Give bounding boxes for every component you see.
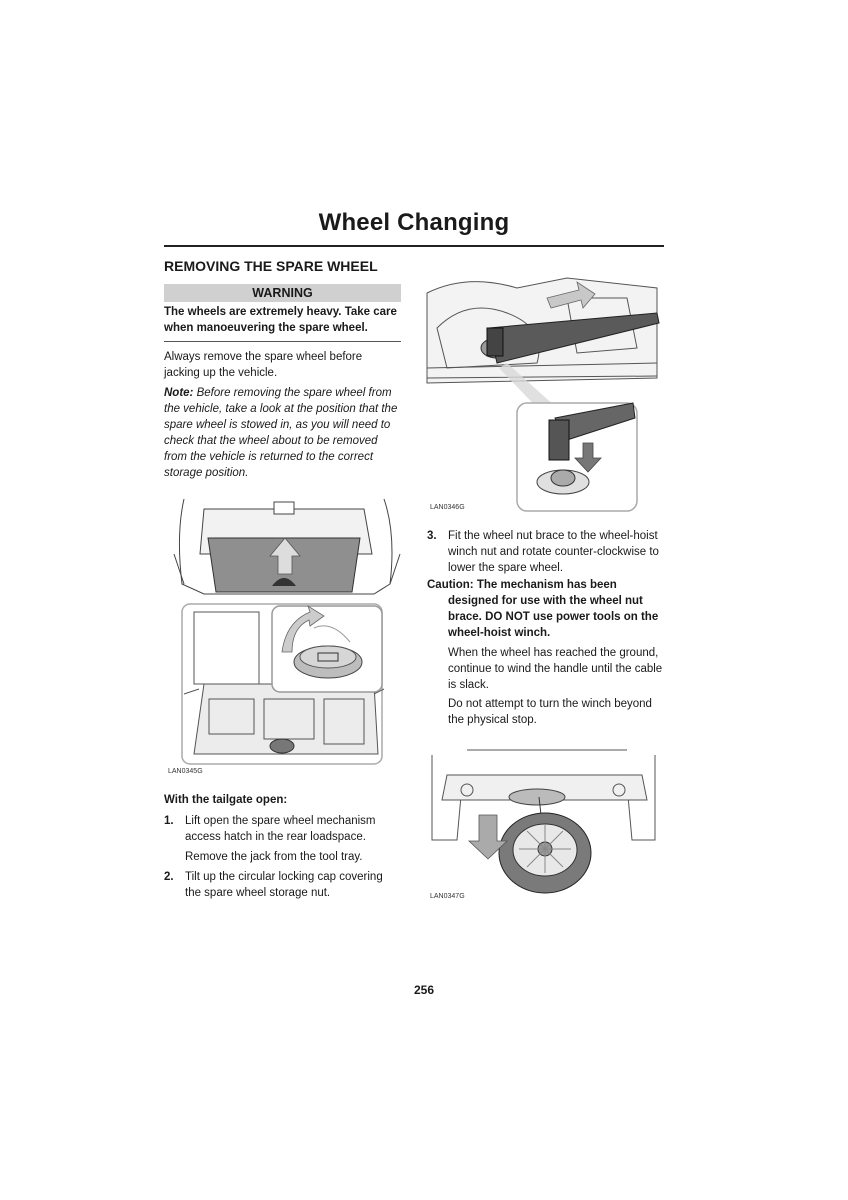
note-paragraph [164, 385, 401, 481]
wheel-lowering-illustration [427, 745, 667, 895]
note-text: Before removing the spare wheel from the vehicle, take a look at the position that the spare wheel is stowed in, as you will need to check that the wheel about to be removed from the vehicle is returned to the correct storage position. [164, 387, 398, 479]
step-number: 3. [427, 530, 437, 542]
warning-text: The wheels are extremely heavy. Take care when manoeuvering the spare wheel. [164, 306, 397, 334]
note-stop: Do not attempt to turn the winch beyond the physical stop. [448, 698, 652, 726]
note-ground: When the wheel has reached the ground, continue to wind the handle until the cable is slack. [448, 647, 663, 691]
tailgate-subheading: With the tailgate open: [164, 794, 288, 806]
loadspace-illustration [164, 494, 404, 778]
title-divider [164, 245, 664, 247]
steps-list-left [164, 813, 401, 901]
step-2 [164, 869, 401, 901]
warning-label: WARNING [164, 284, 401, 302]
brace-illustration [427, 268, 667, 513]
page-title: Wheel Changing [318, 209, 510, 236]
step-number: 2. [164, 871, 174, 883]
intro-paragraph: Always remove the spare wheel before jacking up the vehicle. [164, 351, 363, 379]
figure-id-top: LAN0346G [430, 504, 465, 511]
step-extra: Remove the jack from the tool tray. [185, 851, 363, 863]
step-number: 1. [164, 815, 174, 827]
step-text: Lift open the spare wheel mechanism access hatch in the rear loadspace. [185, 815, 376, 843]
section-heading: REMOVING THE SPARE WHEEL [164, 258, 378, 274]
warning-divider [164, 341, 401, 342]
steps-list-right [427, 528, 663, 576]
caution-text: Caution: The mechanism has been designed for use with the wheel nut brace. DO NOT use power tools on the wheel-hoist winch. [427, 579, 659, 639]
step-3 [427, 528, 663, 576]
page-number: 256 [413, 983, 435, 997]
figure-id-bottom: LAN0347G [430, 893, 465, 900]
note-label: Note: [164, 387, 194, 399]
step-text: Fit the wheel nut brace to the wheel-hoist winch nut and rotate counter-clockwise to lower the spare wheel. [448, 530, 659, 574]
figure-id-left: LAN0345G [168, 768, 203, 775]
step-1 [164, 813, 401, 865]
step-text: Tilt up the circular locking cap covering the spare wheel storage nut. [185, 871, 383, 899]
